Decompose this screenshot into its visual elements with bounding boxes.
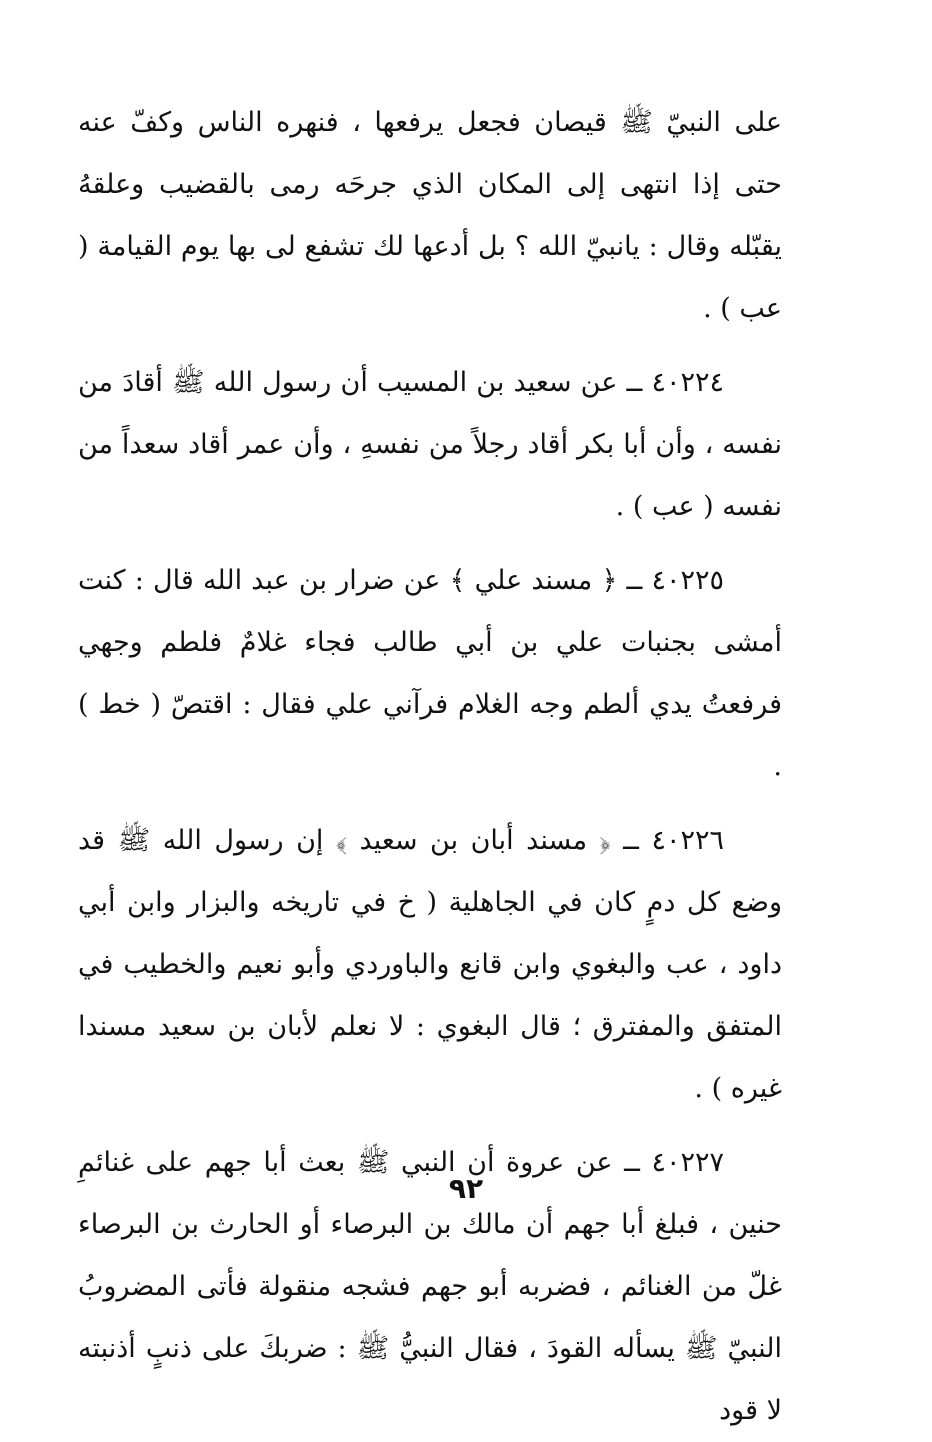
paragraph-hadith-40225: ٤٠٢٢٥ ــ ﴿ مسند علي ﴾ عن ضرار بن عبد الله قال : كنت أمشى بجنبات علي بن أبي طالب فجاء غلامٌ فلطم وجهي فرفعتُ يدي ألطم وجه الغلام فرآني علي فقال : اقتصّ ( خط ) .	[78, 565, 782, 782]
paragraph-hadith-40226: ٤٠٢٢٦ ــ ﴿ مسند أبان بن سعيد ﴾ إن رسول الله ﷺ قد وضع كل دمٍ كان في الجاهلية ( خ في تاريخه والبزار وابن أبي داود ، عب والبغوي وابن قانع والباوردي وأبو نعيم والخطيب في المتفق والمفترق ؛ قال البغوي : لا نعلم لأبان بن سعيد مسندا غيره ) .	[78, 825, 782, 1104]
page-body	[78, 92, 782, 1442]
paragraph-hadith-40224: ٤٠٢٢٤ ــ عن سعيد بن المسيب أن رسول الله ﷺ أقادَ من نفسه ، وأن أبا بكر أقاد رجلاً من نفسهِ ، وأن عمر أقاد سعداً من نفسه ( عب ) .	[78, 367, 782, 522]
page-number: ٩٢	[448, 1172, 484, 1205]
paragraph-continuation: على النبيّ ﷺ قيصان فجعل يرفعها ، فنهره الناس وكفّ عنه حتى إذا انتهى إلى المكان الذي جرحَه رمى بالقضيب وعلقهُ يقبّله وقال : يانبيّ الله ؟ بل أدعها لك تشفع لى بها يوم القيامة ( عب ) .	[78, 107, 782, 324]
paragraph-hadith-40227: ٤٠٢٢٧ ــ عن عروة أن النبي ﷺ بعث أبا جهم على غنائمِ حنين ، فبلغ أبا جهم أن مالك بن البرصاء أو الحارث بن البرصاء غلّ من الغنائم ، فضربه أبو جهم فشجه منقولة فأتى المضروبُ النبيّ ﷺ يسأله القودَ ، فقال النبيُّ ﷺ : ضربكَ على ذنبٍ أذنبته لا قود	[78, 1147, 782, 1426]
